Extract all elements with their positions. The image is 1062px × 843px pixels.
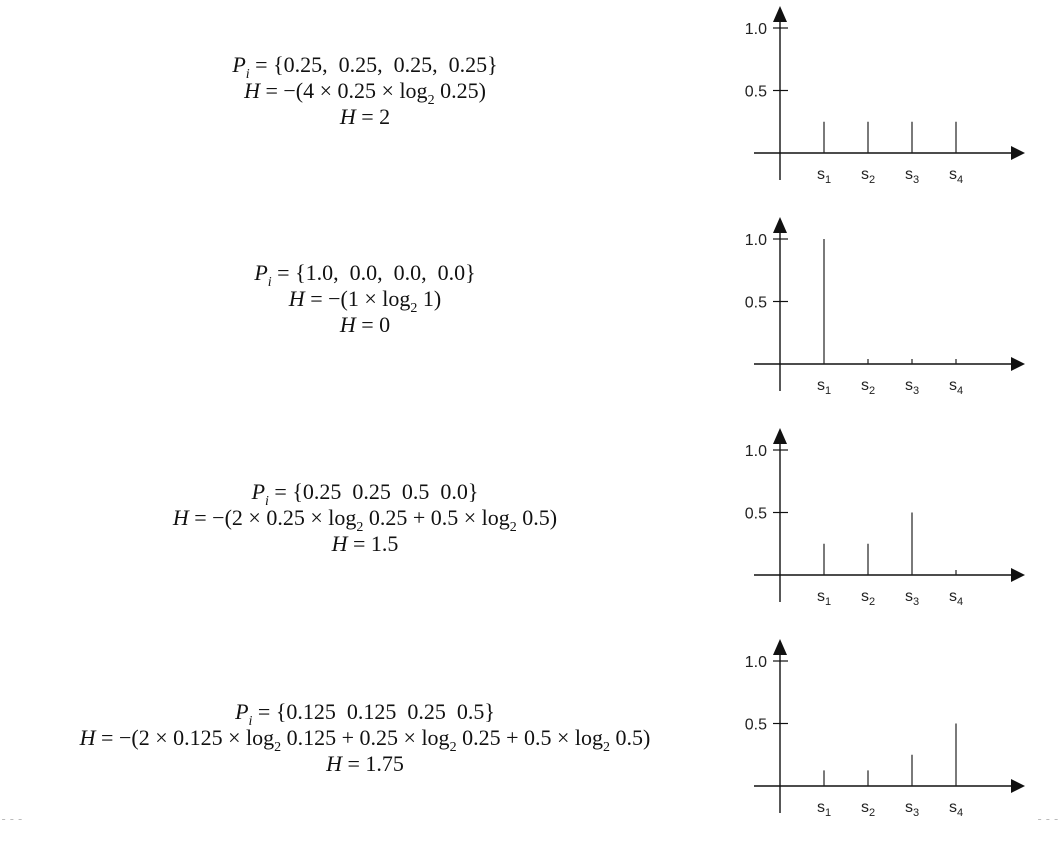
category-label: $s_1$ [817, 166, 832, 186]
category-label: $s_4$ [949, 166, 964, 186]
entropy-formula-line: $H = -(2 \times 0.25 \times \log_2 0.25 + 0.5 \times \log_2 0.5)$ [172, 505, 558, 535]
category-label: $s_2$ [861, 588, 876, 608]
entropy-result-line: H = 0 [339, 312, 391, 337]
entropy-result-line: H = 2 [339, 104, 391, 129]
probability-line: $P_i = \{0.25$, 0.25, 0.25, 0.25} [232, 52, 498, 82]
equation-block [0, 699, 730, 777]
category-label: $s_1$ [817, 799, 832, 819]
equation-block [0, 479, 730, 557]
y-tick-label: 0.5 [744, 83, 767, 101]
probability-chart [740, 422, 1040, 632]
category-label: $s_4$ [949, 799, 964, 819]
entropy-formula-line: $H = -(1 \times \log_2 1)$ [288, 286, 442, 316]
example-row-3 [0, 422, 1062, 632]
y-axis-arrow-icon [773, 639, 787, 655]
category-label: $s_3$ [905, 166, 920, 186]
category-label: $s_4$ [949, 377, 964, 397]
y-tick-label: 1.0 [744, 443, 767, 460]
y-axis-arrow-icon [773, 217, 787, 233]
y-tick-label: 1.0 [744, 654, 767, 671]
y-tick-label: 0.5 [744, 505, 767, 523]
entropy-result-line: H = 1.5 [331, 531, 399, 556]
y-axis-arrow-icon [773, 6, 787, 22]
entropy-formula-line: $H = -(4 \times 0.25 \times \log_2 0.25)$ [244, 78, 486, 108]
category-label: $s_4$ [949, 588, 964, 608]
category-label: $s_3$ [905, 588, 920, 608]
x-axis-arrow-icon [1011, 568, 1025, 582]
probability-chart [740, 633, 1040, 843]
x-axis-arrow-icon [1011, 357, 1025, 371]
probability-line: $P_i = \{1.0$, 0.0, 0.0, 0.0} [254, 260, 476, 290]
entropy-formula-line: $H = -(2 \times 0.125 \times \log_2 0.125 + 0.25 \times \log_2 0.25 + 0.5 \times \log_2 0.5)$ [79, 725, 651, 755]
y-tick-label: 0.5 [744, 294, 767, 312]
category-label: $s_2$ [861, 799, 876, 819]
equation-block [0, 260, 730, 338]
probability-chart [740, 0, 1040, 210]
category-label: $s_3$ [905, 377, 920, 397]
category-label: $s_2$ [861, 377, 876, 397]
probability-line: $P_i = \{0.125$ 0.125 0.25 0.5} [235, 699, 495, 729]
category-label: $s_3$ [905, 799, 920, 819]
y-axis-arrow-icon [773, 428, 787, 444]
example-row-2 [0, 211, 1062, 421]
category-label: $s_1$ [817, 588, 832, 608]
y-tick-label: 0.5 [744, 716, 767, 734]
entropy-result-line: H = 1.75 [326, 751, 404, 776]
category-label: $s_1$ [817, 377, 832, 397]
example-row-1 [0, 0, 1062, 210]
equation-block [0, 52, 730, 130]
x-axis-arrow-icon [1011, 779, 1025, 793]
y-tick-label: 1.0 [744, 21, 767, 38]
example-row-4 [0, 633, 1062, 843]
y-tick-label: 1.0 [744, 232, 767, 249]
page-edge-mark-left: --- [0, 812, 25, 826]
probability-chart [740, 211, 1040, 421]
probability-line: $P_i = \{0.25$ 0.25 0.5 0.0} [251, 479, 479, 509]
category-label: $s_2$ [861, 166, 876, 186]
page-edge-mark-right: --- [1036, 812, 1061, 826]
x-axis-arrow-icon [1011, 146, 1025, 160]
